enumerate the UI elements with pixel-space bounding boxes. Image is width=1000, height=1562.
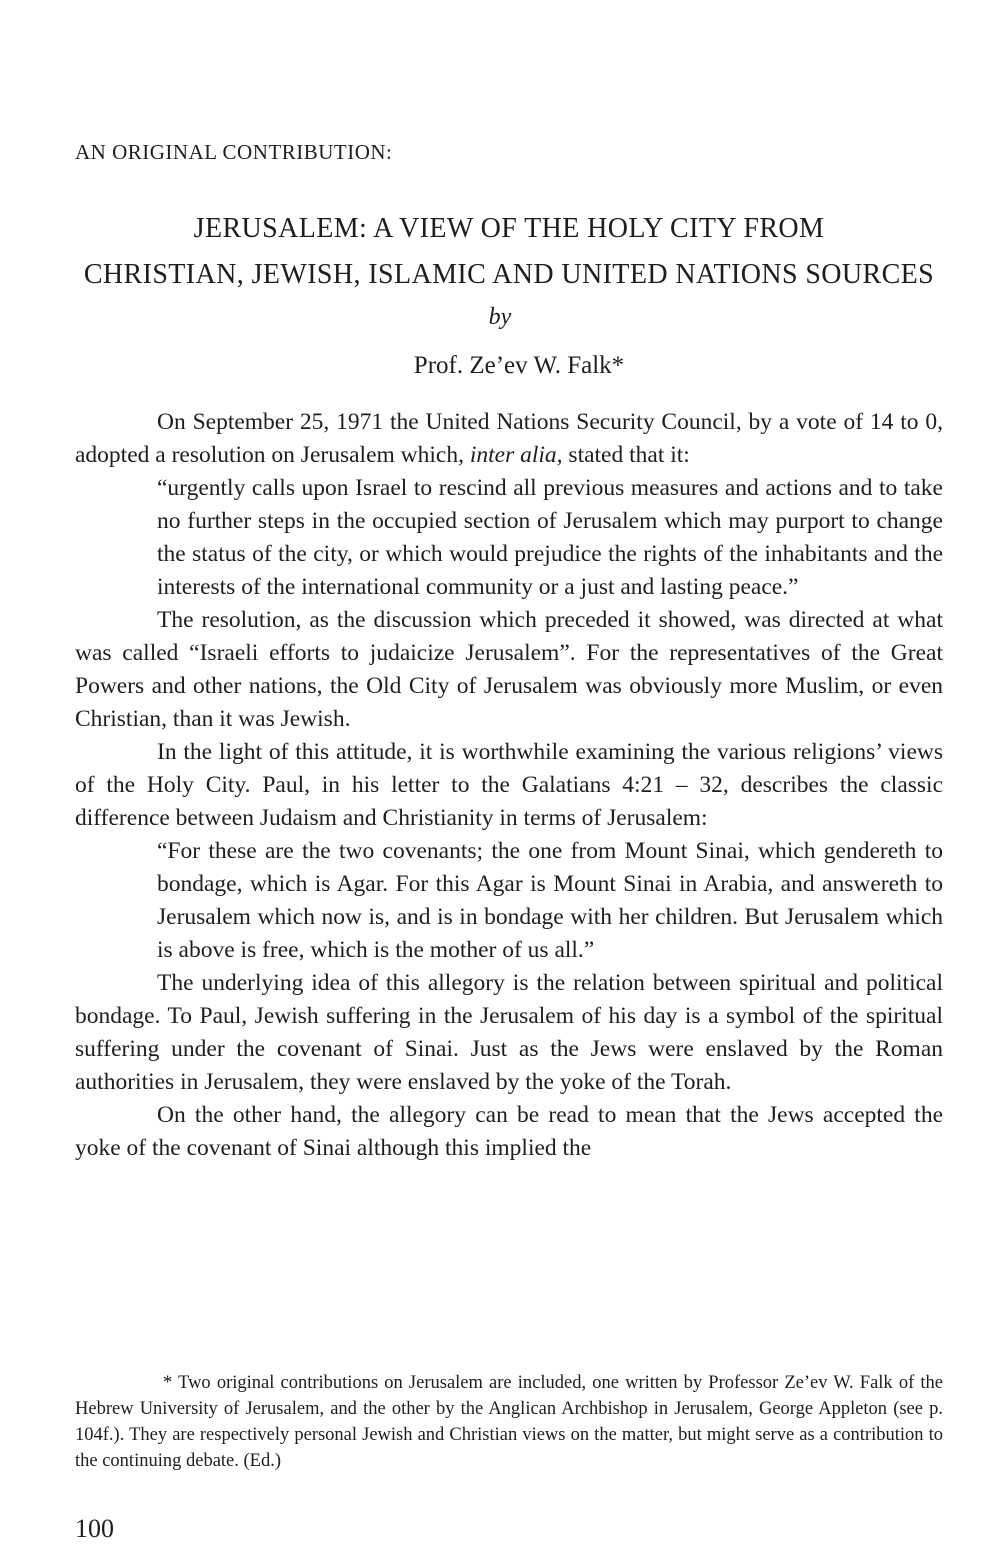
title-line-1: JERUSALEM: A VIEW OF THE HOLY CITY FROM (193, 213, 825, 244)
title-line-2: CHRISTIAN, JEWISH, ISLAMIC AND UNITED NATIONS SOURCES (83, 259, 935, 290)
paragraph-1-text-b: stated that it: (568, 442, 690, 468)
paragraph-2: The resolution, as the discussion which preceded it showed, was directed at what was called “Israeli efforts to judaicize Jerusalem”. For the representatives of the Great Powers and other nations, the Old City of Jerusalem was obviously more Muslim, or even Christian, than it was Jewish. (75, 607, 943, 732)
block-quote-1: “urgently calls upon Israel to rescind all previous measures and actions and to take no further steps in the occupied section of Jerusalem which may purport to change the status of the city, or which would prejudice the rights of the inhabitants and the interests of the international community or a just and lasting peace.” (157, 475, 943, 600)
block-quote-2: “For these are the two covenants; the one from Mount Sinai, which gendereth to bondage, which is Agar. For this Agar is Mount Sinai in Arabia, and answereth to Jerusalem which now is, and is in bondage with her children. But Jerusalem which is above is free, which is the mother of us all.” (157, 838, 943, 963)
article-title (75, 206, 943, 298)
footnote: * Two original contributions on Jerusalem are included, one written by Professor Ze’ev W. Falk of the Hebrew University of Jerusalem, and the other by the Anglican Archbishop in Jerusalem, George Appleton (see p. 104f.). They are respectively personal Jewish and Christian views on the matter, but might serve as a contribution to the continuing debate. (Ed.) (75, 1373, 943, 1471)
paragraph-1-text-a: On September 25, 1971 the United Nations Security Council, by a vote of 14 to 0, adopted a resolution on Jerusalem which, (75, 409, 943, 468)
paragraph-5: On the other hand, the allegory can be read to mean that the Jews accepted the yoke of the covenant of Sinai although this implied the (75, 1102, 943, 1161)
paragraph-4: The underlying idea of this allegory is the relation between spiritual and political bondage. To Paul, Jewish suffering in the Jerusalem of his day is a symbol of the spiritual suffering under the covenant of Sinai. Just as the Jews were enslaved by the Roman authorities in Jerusalem, they were enslaved by the yoke of the Torah. (75, 970, 943, 1095)
section-label: AN ORIGINAL CONTRIBUTION: (75, 140, 393, 164)
page-number: 100 (75, 1514, 114, 1543)
author-name: Prof. Ze’ev W. Falk* (413, 352, 625, 379)
paragraph-1-italic: inter alia, (469, 442, 563, 468)
paragraph-3: In the light of this attitude, it is worthwhile examining the various religions’ views of the Holy City. Paul, in his letter to the Galatians 4:21 – 32, describes the classic difference between Judaism and Christianity in terms of Jerusalem: (75, 739, 943, 831)
paragraph-1 (75, 406, 943, 472)
byline: by (488, 304, 512, 330)
article-body (75, 406, 943, 1165)
